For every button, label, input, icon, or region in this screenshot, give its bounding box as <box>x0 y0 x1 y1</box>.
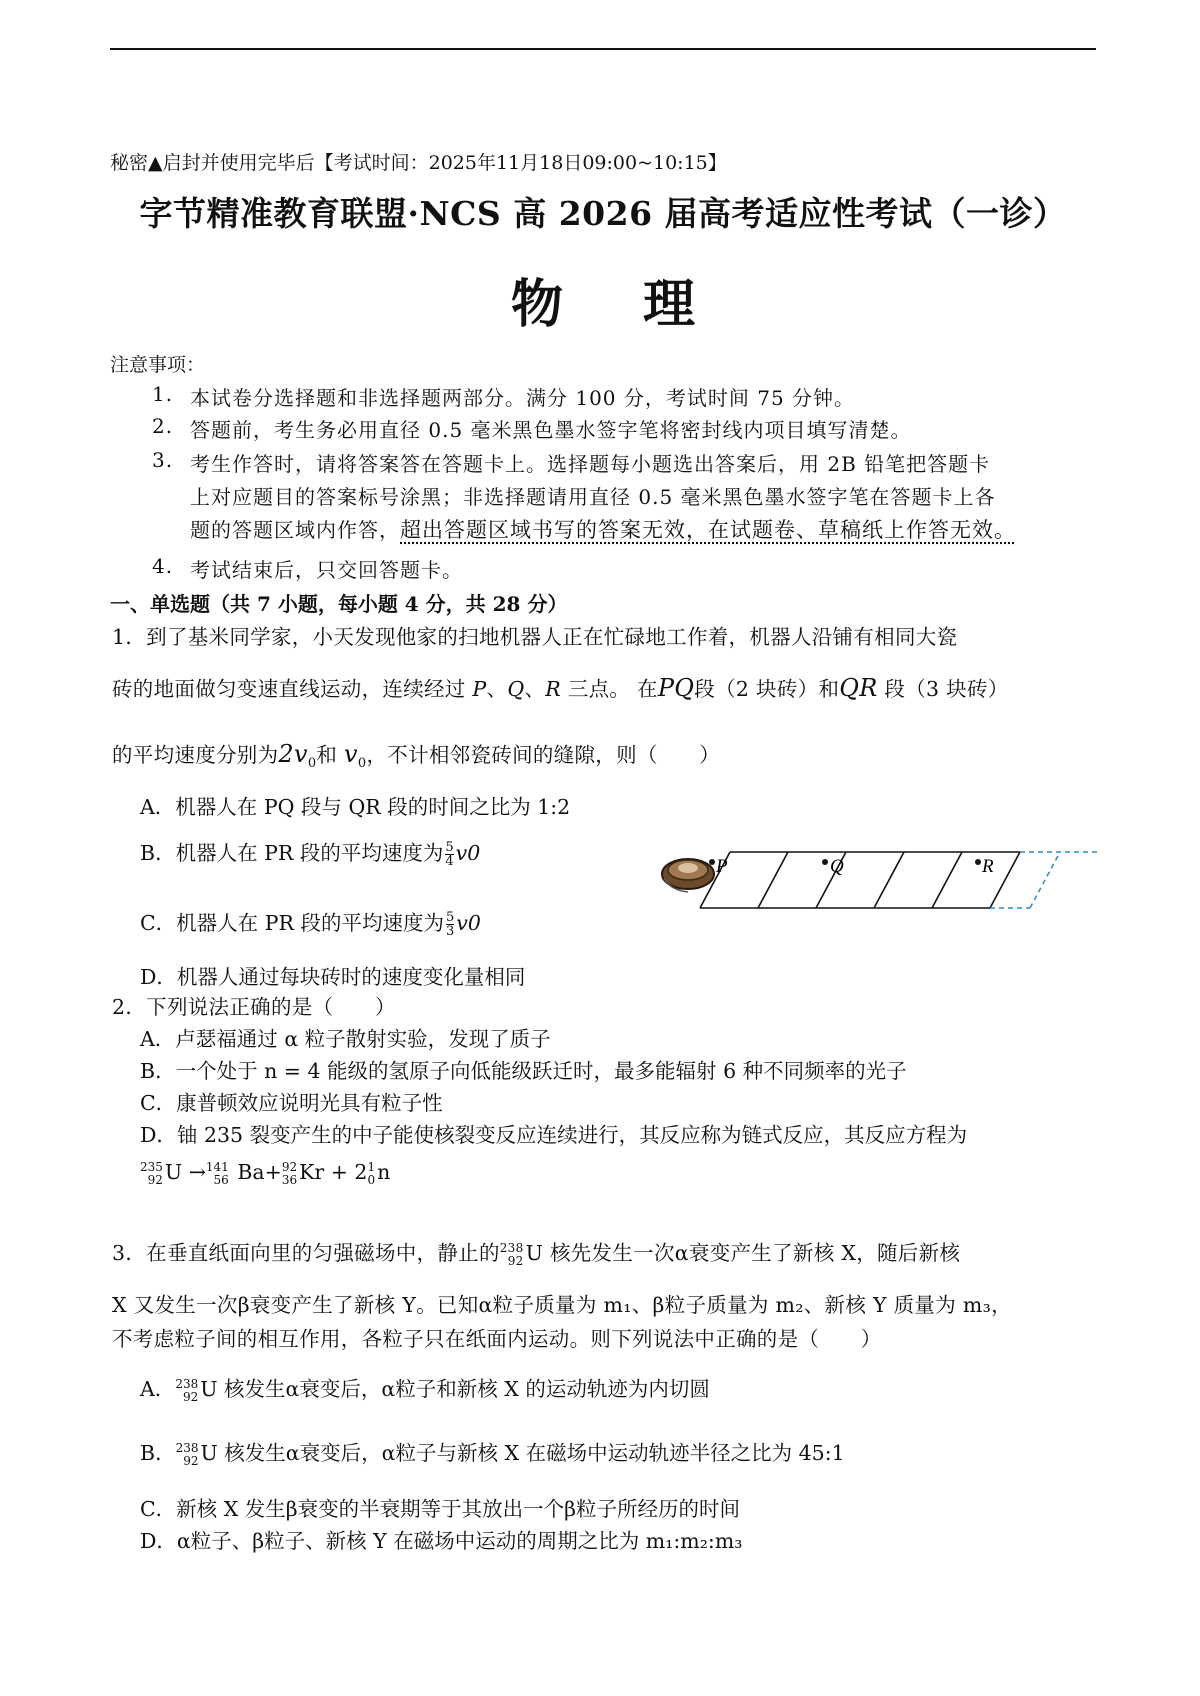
q3-option-c: C．新核 X 发生β衰变的半衰期等于其放出一个β粒子所经历的时间 <box>140 1497 741 1521</box>
q3-option-a: A． 238 92 U 核发生α衰变后，α粒子和新核 X 的运动轨迹为内切圆 <box>140 1376 710 1404</box>
dashed-tile <box>990 852 1100 908</box>
q1-stem-line1: 1．到了基米同学家，小天发现他家的扫地机器人正在忙碌地工作着，机器人沿铺有相同大瓷 <box>112 625 958 649</box>
point-q-marker <box>822 859 828 865</box>
tile-floor-figure <box>660 838 1100 918</box>
q1-stem-line3: 的平均速度分别为$2v_0$和 $v_0$，不计相邻瓷砖间的缝隙，则（ ） <box>112 740 721 772</box>
q3-option-d: D．α粒子、β粒子、新核 Y 在磁场中运动的周期之比为 m₁:m₂:m₃ <box>140 1529 743 1553</box>
q3-stem-line2: X 又发生一次β衰变产生了新核 Y。已知α粒子质量为 m₁、β粒子质量为 m₂、新核 Y 质量为 m₃， <box>112 1293 1012 1317</box>
q2-option-b: B．一个处于 n = 4 能级的氢原子向低能级跃迁时，最多能辐射 6 种不同频率的光子 <box>140 1059 907 1083</box>
q3-stem-line1: 3．在垂直纸面向里的匀强磁场中，静止的 238 92 U 核先发生一次α衰变产生了新核 X，随后新核 <box>112 1240 961 1268</box>
point-r-marker <box>975 859 981 865</box>
notice-heading: 注意事项： <box>110 354 206 376</box>
header-rule <box>110 48 1096 50</box>
point-r-label: R <box>982 856 994 877</box>
exam-title: 字节精准教育联盟·NCS 高 2026 届高考适应性考试（一诊） <box>139 194 1067 233</box>
q1-option-a: A．机器人在 PQ 段与 QR 段的时间之比为 1:2 <box>140 795 571 819</box>
subject-title: 物理 <box>510 274 775 335</box>
fraction: $\frac{5}{4}$ <box>445 840 454 869</box>
robot-vacuum-icon <box>662 859 714 892</box>
q2-option-a: A．卢瑟福通过 α 粒子散射实验，发现了质子 <box>140 1027 551 1051</box>
q2-option-c: C．康普顿效应说明光具有粒子性 <box>140 1091 443 1115</box>
point-q-label: Q <box>830 856 844 877</box>
q1-option-c: C．机器人在 PR 段的平均速度为 $\frac{5}{3}$ v0 <box>140 910 481 939</box>
q3-option-b: B． 238 92 U 核发生α衰变后，α粒子与新核 X 在磁场中运动轨迹半径之比为 45:1 <box>140 1440 845 1468</box>
confidential-note: 秘密▲启封并使用完毕后【考试时间：2025年11月18日09:00~10:15】 <box>110 152 727 174</box>
exam-page: 秘密▲启封并使用完毕后【考试时间：2025年11月18日09:00~10:15】 字节精准教育联盟·NCS 高 2026 届高考适应性考试（一诊） 物理 注意事项： 1. 本试卷分选择题和非选择题两部分。满分 100 分，考试时间 75 分钟。 2. 答题前，考生务必用直径 0.5 毫米黑色墨水签字笔将密封线内项目填写清楚。 3. 考生作答时，请将答案答在答题卡上。选择题每小题选出答案后，用 2B 铅笔把答题卡 上对应题目的答案标号涂黑；非选择题请用直径 0.5 毫米黑色墨水签字笔在答题卡上各 题的答题区域内作答，超出答题区域书写的答案无效，在试题卷、草稿纸上作答无效。 4. 考试结束后，只交回答题卡。 一、单选题（共 7 小题，每小题 4 分，共 28 分） 1．到了基米同学家，小天发现他家的扫地机器人正在忙碌地工作着，机器人沿铺有相同大瓷 砖的地面做匀变速直线运动，连续经过 P、Q、R 三点。 在PQ段（2 块砖）和QR 段（3 块砖） 的平均速度分别为$2v_0$和 $v_0$，不计相邻瓷砖间的缝隙，则（ ） A．机器人在 PQ 段与 QR 段的时间之比为 1:2 B．机器人在 PR 段的平均速度为 $\frac{5}{4}$ v0 C．机器人在 PR 段的平均速度为 $\frac{5}{3}$ v0 D．机器人通过每块砖时的速度变化量相同 P Q R 2．下列说法正确的是（ ） A．卢瑟福通过 α 粒子散射实验，发现了质子 B．一个处于 n = 4 能级的氢原子向低能级跃迁时，最多能辐射 6 种不同频率的光子 C．康普顿效应说明光具有粒子性 D．铀 235 裂变产生的中子能使核裂变反应连续进行，其反应称为链式反应，其反应方程为 235 92 U → 141 56 Ba+ 92 36 Kr + 2 1 0 n 3．在垂直纸面向里的匀强磁场中，静止的 238 92 U 核先发生一次α衰变产生了新核 X，随后新核 X 又发生一次β衰变产生了新核 Y。已知α粒子质量为 m₁、β粒子质量为 m₂、新核 Y 质量为 m₃， 不考虑粒子间的相互作用，各粒子只在纸面内运动。则下列说法中正确的是（ ） A． 238 92 U 核发生α衰变后，α粒子和新核 X 的运动轨迹为内切圆 B． 238 92 U 核发生α衰变后，α粒子与新核 X 在磁场中运动轨迹半径之比为 45:1 C．新核 X 发生β衰变的半衰期等于其放出一个β粒子所经历的时间 D．α粒子、β粒子、新核 Y 在磁场中运动的周期之比为 m₁:m₂:m₃ <box>0 0 1200 1696</box>
q2-stem: 2．下列说法正确的是（ ） <box>112 995 396 1019</box>
q1-option-d: D．机器人通过每块砖时的速度变化量相同 <box>140 965 526 989</box>
point-p-label: P <box>716 856 728 877</box>
section-heading: 一、单选题（共 7 小题，每小题 4 分，共 28 分） <box>110 592 568 616</box>
tiles <box>700 852 1020 908</box>
point-p-marker <box>709 859 715 865</box>
fission-equation: 235 92 U → 141 56 Ba+ 92 36 Kr + 2 1 0 n <box>140 1159 391 1187</box>
q3-stem-line3: 不考虑粒子间的相互作用，各粒子只在纸面内运动。则下列说法中正确的是（ ） <box>112 1327 882 1351</box>
q2-option-d: D．铀 235 裂变产生的中子能使核裂变反应连续进行，其反应称为链式反应，其反应方程为 <box>140 1123 968 1147</box>
q1-stem-line2: 砖的地面做匀变速直线运动，连续经过 P、Q、R 三点。 在PQ段（2 块砖）和QR 段（3 块砖） <box>112 674 1009 702</box>
emphasized-warning: 超出答题区域书写的答案无效，在试题卷、草稿纸上作答无效。 <box>400 518 1016 542</box>
fraction: $\frac{5}{3}$ <box>445 910 455 939</box>
q1-option-b: B．机器人在 PR 段的平均速度为 $\frac{5}{4}$ v0 <box>140 840 481 869</box>
